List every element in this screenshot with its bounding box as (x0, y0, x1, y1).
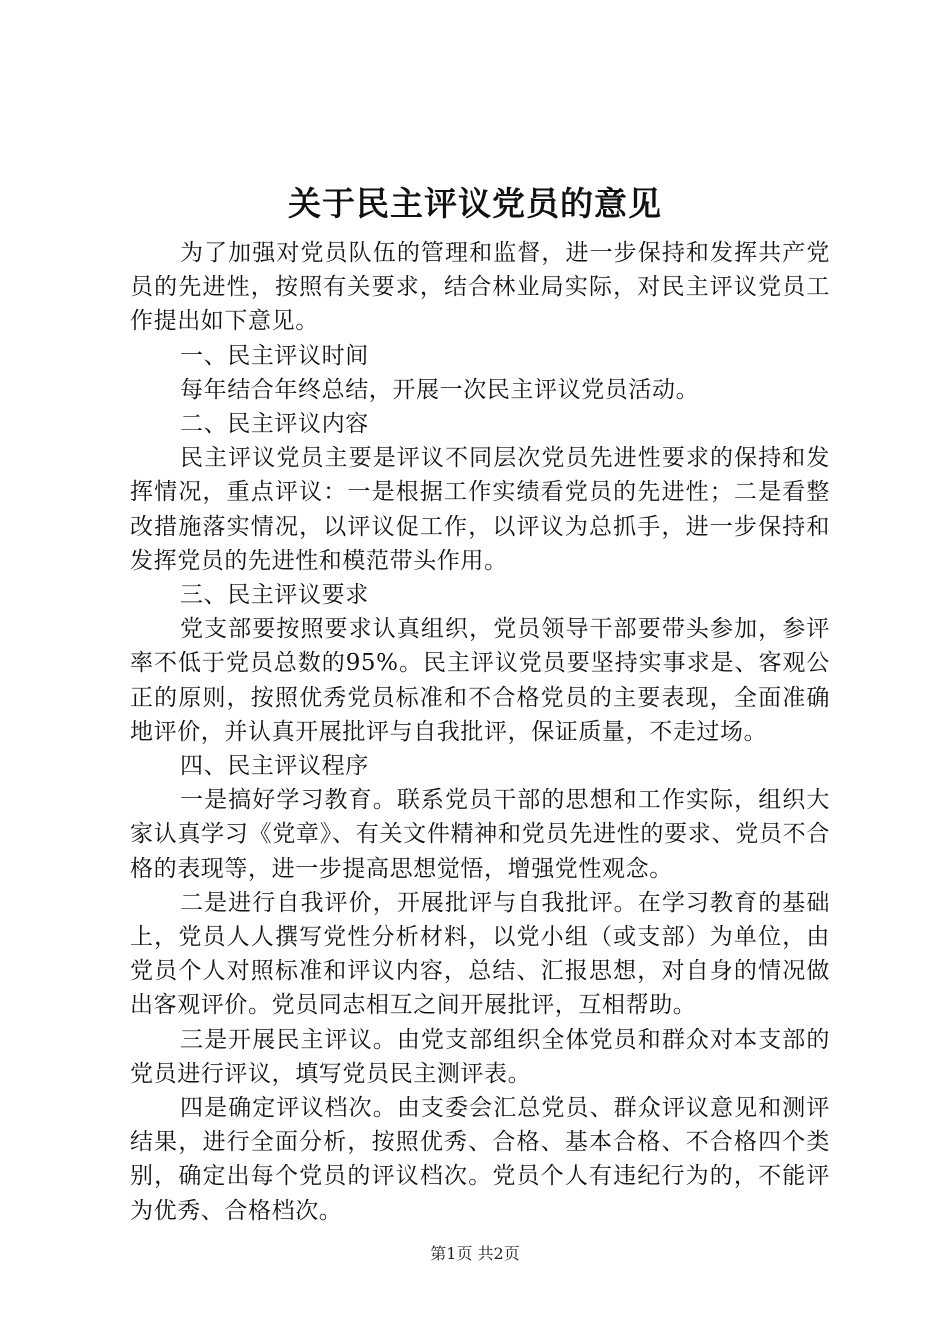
page-number-footer: 第1页 共2页 (430, 1244, 520, 1263)
section-heading-content: 二、民主评议内容 (180, 411, 369, 438)
section-heading-procedure: 四、民主评议程序 (180, 753, 369, 780)
time-paragraph: 每年结合年终总结，开展一次民主评议党员活动。 (180, 376, 700, 403)
procedure-step-3: 三是开展民主评议。由党支部组织全体党员和群众对本支部的党员进行评议，填写党员民主测评表。 (130, 1026, 830, 1087)
section-heading-requirements: 三、民主评议要求 (180, 582, 369, 609)
document-body (130, 236, 830, 1228)
procedure-step-1: 一是搞好学习教育。联系党员干部的思想和工作实际，组织大家认真学习《党章》、有关文件精神和党员先进性的要求、党员不合格的表现等，进一步提高思想觉悟，增强党性观念。 (130, 787, 830, 882)
procedure-step-4: 四是确定评议档次。由支委会汇总党员、群众评议意见和测评结果，进行全面分析，按照优秀、合格、基本合格、不合格四个类别，确定出每个党员的评议档次。党员个人有违纪行为的，不能评为优秀、合格档次。 (130, 1095, 830, 1224)
intro-paragraph: 为了加强对党员队伍的管理和监督，进一步保持和发挥共产党员的先进性，按照有关要求，结合林业局实际，对民主评议党员工作提出如下意见。 (130, 240, 830, 335)
content-paragraph: 民主评议党员主要是评议不同层次党员先进性要求的保持和发挥情况，重点评议：一是根据工作实绩看党员的先进性；二是看整改措施落实情况，以评议促工作，以评议为总抓手，进一步保持和发挥党员的先进性和模范带头作用。 (130, 445, 830, 574)
document-title: 关于民主评议党员的意见 (288, 184, 662, 223)
procedure-step-2: 二是进行自我评价，开展批评与自我批评。在学习教育的基础上，党员人人撰写党性分析材料，以党小组（或支部）为单位，由党员个人对照标准和评议内容，总结、汇报思想，对自身的情况做出客观评价。党员同志相互之间开展批评，互相帮助。 (130, 889, 830, 1019)
requirements-paragraph: 党支部要按照要求认真组织，党员领导干部要带头参加，参评率不低于党员总数的95%。民主评议党员要坚持实事求是、客观公正的原则，按照优秀党员标准和不合格党员的主要表现，全面准确地评价，并认真开展批评与自我批评，保证质量，不走过场。 (130, 616, 830, 745)
section-heading-time: 一、民主评议时间 (180, 342, 369, 369)
